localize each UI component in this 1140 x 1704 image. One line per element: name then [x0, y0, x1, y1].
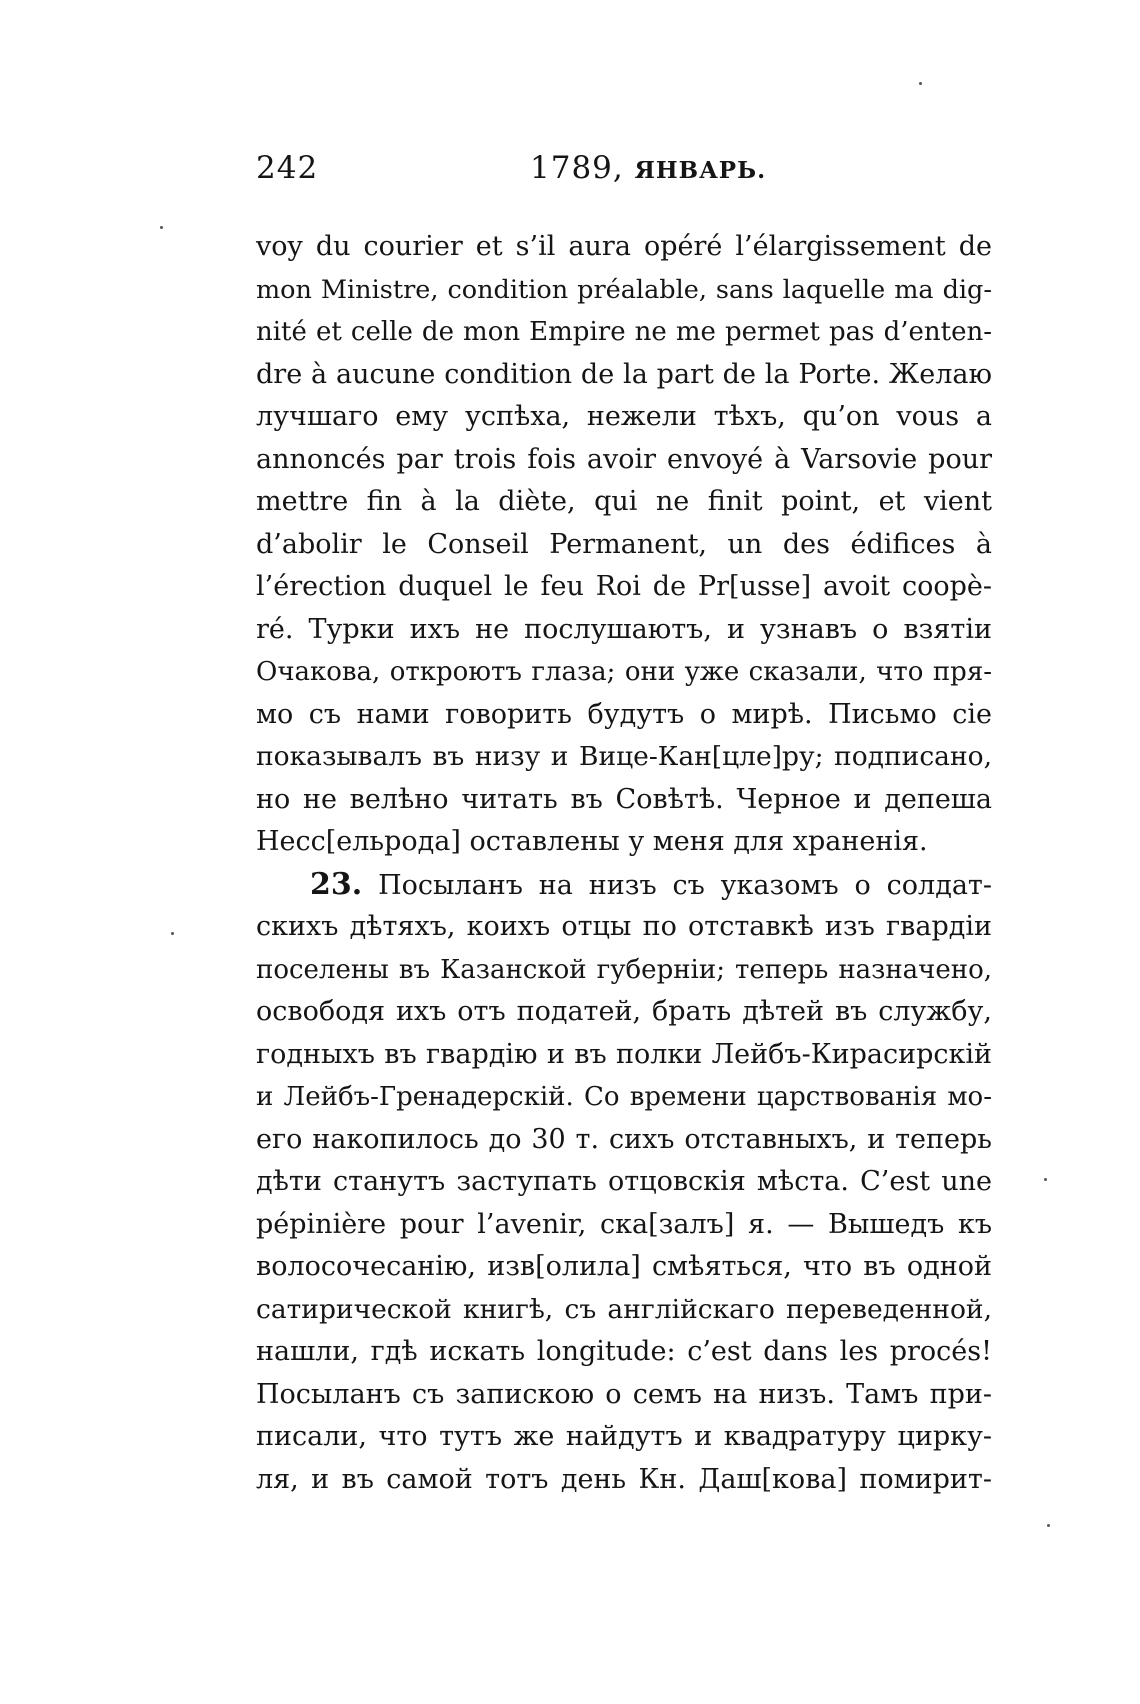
text-line: dre à aucune condition de la part de la Porte. Желаю	[256, 358, 992, 390]
text-line: нашли, гдѣ искать longitude: c’est dans les procés!	[256, 1336, 992, 1367]
text-line: Очакова, откроютъ глаза; они уже сказали, что пря-	[256, 657, 992, 687]
text-line: лучшаго ему успѣха, нежели тѣхъ, qu’on vous a	[256, 401, 992, 432]
scan-speck	[1044, 1178, 1047, 1181]
text-line: voy du courier et s’il aura opéré l’élargissement de	[256, 231, 992, 262]
text-line: Посыланъ съ запискою о семъ на низъ. Тамъ при-	[256, 1378, 992, 1410]
text-line	[256, 864, 992, 907]
text-line: поселены въ Казанской губерніи; теперь назначено,	[256, 954, 992, 985]
text-line: Несс[ельрода] оставлены у меня для храненія.	[256, 826, 928, 857]
text-line: волосочесанію, изв[олила] смѣяться, что въ одной	[256, 1251, 992, 1282]
text-line: показывалъ въ низу и Вице-Кан[цле]ру; подписано,	[256, 741, 992, 772]
entry-first-line: Посыланъ на низъ съ указомъ о солдат-	[378, 869, 992, 901]
text-line: но не велѣно читать въ Совѣтѣ. Черное и депеша	[256, 783, 992, 815]
text-line: nité et celle de mon Empire ne me permet pas d’enten-	[256, 317, 992, 347]
scan-speck	[160, 226, 163, 229]
text-line: annoncés par trois fois avoir envoyé à Varsovie pour	[256, 443, 992, 475]
text-line: mon Ministre, condition préalable, sans laquelle ma dig-	[256, 274, 992, 305]
entry-number: 23.	[310, 866, 363, 902]
paragraph-2	[256, 864, 992, 1502]
text-line: писали, что тутъ же найдутъ и квадратуру цирку-	[256, 1421, 992, 1452]
running-head	[530, 150, 766, 186]
text-line: d’abolir le Conseil Permanent, un des édifices à	[256, 528, 992, 560]
body-text	[256, 226, 992, 1501]
scan-speck	[171, 932, 174, 935]
scan-speck	[919, 82, 922, 85]
text-line: мо съ нами говорить будутъ о мирѣ. Письмо сіе	[256, 698, 992, 730]
scan-speck	[1047, 1524, 1050, 1527]
text-line: освободя ихъ отъ податей, брать дѣтей въ службу,	[256, 996, 992, 1027]
text-line: mettre fin à la diète, qui ne finit point, et vient	[256, 486, 992, 517]
text-line: годныхъ въ гвардію и въ полки Лейбъ-Кирасирскій	[256, 1038, 992, 1070]
paragraph-1	[256, 226, 992, 864]
running-head-month: ЯНВАРЬ.	[634, 157, 767, 184]
text-line: ré. Турки ихъ не послушаютъ, и узнавъ о взятіи	[256, 613, 992, 645]
text-line: ля, и въ самой тотъ день Кн. Даш[кова] помирит-	[256, 1463, 992, 1495]
text-line: l’érection duquel le feu Roi de Pr[usse] avoit coopè-	[256, 571, 992, 602]
text-line: сатирической книгѣ, съ англійскаго переведенной,	[256, 1293, 992, 1325]
text-line: дѣти станутъ заступать отцовскія мѣста. C’est une	[256, 1166, 992, 1197]
page-header	[256, 150, 992, 200]
text-line: его накопилось до 30 т. сихъ отставныхъ, и теперь	[256, 1123, 992, 1155]
page-number: 242	[256, 150, 319, 186]
text-line: pépinière pour l’avenir, ска[залъ] я. — Вышедъ къ	[256, 1208, 992, 1240]
text-line: скихъ дѣтяхъ, коихъ отцы по отставкѣ изъ гвардіи	[256, 911, 992, 942]
running-head-year: 1789,	[530, 150, 624, 186]
text-line: и Лейбъ-Гренадерскій. Со времени царствованія мо-	[256, 1082, 992, 1112]
